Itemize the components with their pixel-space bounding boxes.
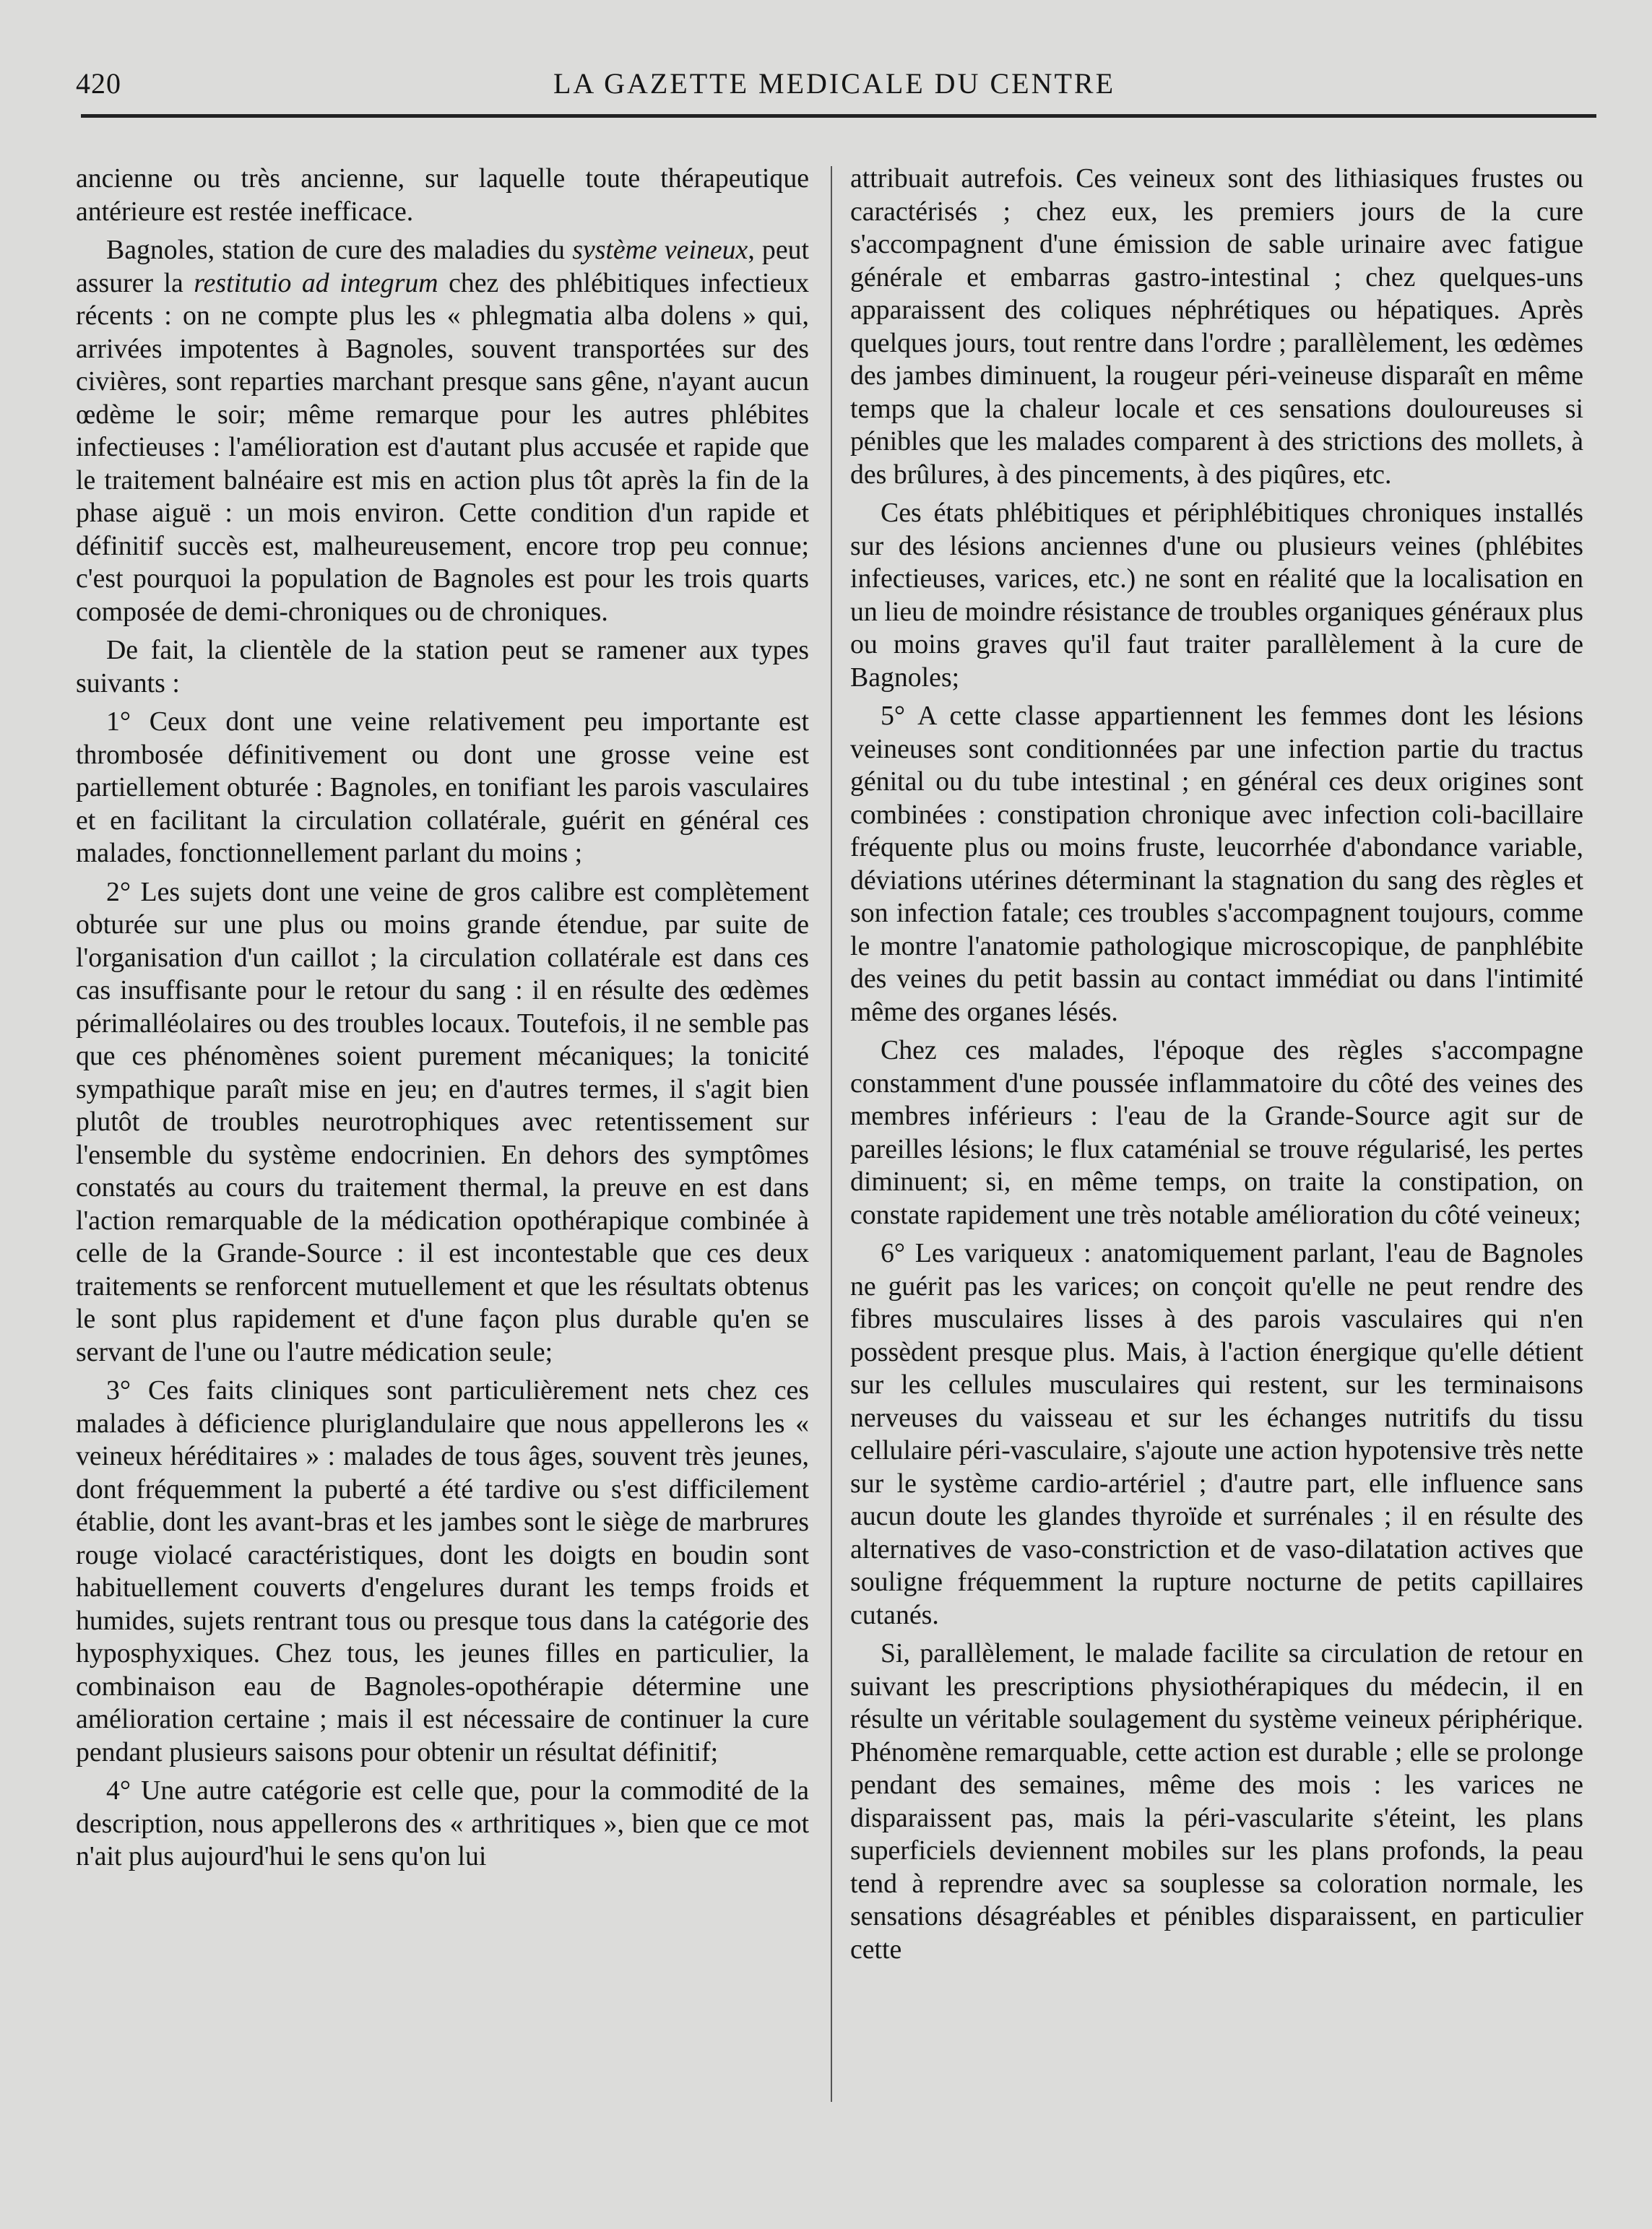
- text-run: , peut assurer la: [76, 235, 809, 298]
- paragraph: ancienne ou très ancienne, sur laquelle toute thérapeutique antérieure est restée inefficace.: [76, 163, 809, 227]
- paragraph: De fait, la clientèle de la station peut se ramener aux types suivants :: [76, 635, 809, 698]
- paragraph: attribuait autrefois. Ces veineux sont des lithiasiques frustes ou caractérisés ; chez eux, les premiers jours de la cure s'accompagnent d'une émission de sable urinaire avec fatigue générale et embarras gastro-intestinal ; chez quelques-uns apparaissent des coliques néphrétiques ou hépatiques. Après quelques jours, tout rentre dans l'ordre ; parallèlement, les œdèmes des jambes diminuent, la rougeur péri-veineuse disparaît en même temps que la chaleur locale et ces sensations douloureuses si pénibles que les malades comparent à des strictions des mollets, à des brûlures, à des pincements, à des piqûres, etc.: [850, 163, 1583, 490]
- left-column: [76, 163, 809, 2170]
- paragraph: Ces états phlébitiques et périphlébitiques chroniques installés sur des lésions anciennes d'une ou plusieurs veines (phlébites infectieuses, varices, etc.) ne sont en réalité que la localisation en un lieu de moindre résistance de troubles organiques généraux plus ou moins graves qu'il faut traiter parallèlement à la cure de Bagnoles;: [850, 498, 1583, 693]
- right-column: [850, 163, 1583, 2170]
- paragraph: 3° Ces faits cliniques sont particulièrement nets chez ces malades à déficience pluriglandulaire que nous appellerons les « veineux héréditaires » : malades de tous âges, souvent très jeunes, dont fréquemment la puberté a été tardive ou s'est difficilement établie, dont les avant-bras et les jambes sont le siège de marbrures rouge violacé caractéristiques, dont les doigts en boudin sont habituellement couverts d'engelures durant les temps froids et humides, sujets rentrant tous ou presque tous dans la catégorie des hyposphyxiques. Chez tous, les jeunes filles en particulier, la combinaison eau de Bagnoles-opothérapie détermine une amélioration certaine ; mais il est nécessaire de continuer la cure pendant plusieurs saisons pour obtenir un résultat définitif;: [76, 1375, 809, 1767]
- text-run: Bagnoles, station de cure des maladies du: [106, 235, 573, 265]
- paragraph: 2° Les sujets dont une veine de gros calibre est complètement obturée sur une plus ou moins grande étendue, par suite de l'organisation d'un caillot ; la circulation collatérale est dans ces cas insuffisante pour le retour du sang : il en résulte des œdèmes périmalléolaires ou des troubles locaux. Toutefois, il ne semble pas que ces phénomènes soient purement mécaniques; la tonicité sympathique paraît mise en jeu; en d'autres termes, il s'agit bien plutôt de troubles neurotrophiques avec retentissement sur l'ensemble du système endocrinien. En dehors des symptômes constatés au cours du traitement thermal, la preuve en est dans l'action remarquable de la médication opothérapique combinée à celle de la Grande-Source : il est incontestable que ces deux traitements se renforcent mutuellement et que les résultats obtenus le sont plus rapidement et d'une façon plus durable qu'en se servant de l'une ou l'autre médication seule;: [76, 876, 809, 1367]
- text-run: chez des phlébitiques infectieux récents : on ne compte plus les « phlegmatia alba dolens » qui, arrivées impotentes à Bagnoles, souvent transportées sur des civières, sont reparties marchant presque sans gêne, n'ayant aucun œdème le soir; même remarque pour les autres phlébites infectieuses : l'amélioration est d'autant plus accusée et rapide que le traitement balnéaire est mis en action plus tôt après la fin de la phase aiguë : un mois environ. Cette condition d'un rapide et définitif succès est, malheureusement, encore trop peu connue; c'est pourquoi la population de Bagnoles est pour les trois quarts composée de demi-chroniques ou de chroniques.: [76, 267, 809, 627]
- paragraph: 1° Ceux dont une veine relativement peu importante est thrombosée définitivement ou dont une grosse veine est partiellement obturée : Bagnoles, en tonifiant les parois vasculaires et en facilitant la circulation collatérale, guérit en général ces malades, fonctionnellement parlant du moins ;: [76, 706, 809, 868]
- page-number: 420: [76, 67, 121, 100]
- italic-text: restitutio ad integrum: [194, 267, 438, 298]
- paragraph: 6° Les variqueux : anatomiquement parlant, l'eau de Bagnoles ne guérit pas les varices; on conçoit qu'elle ne peut rendre des fibres musculaires lisses à des parois vasculaires qui n'en possèdent presque plus. Mais, à l'action énergique qu'elle détient sur les cellules musculaires qui restent, sur les terminaisons nerveuses du vaisseau et sur les échanges nutritifs du tissu cellulaire péri-vasculaire, s'ajoute une action hypotensive très nette sur le système cardio-artériel ; d'autre part, elle influence sans aucun doute les glandes thyroïde et surrénales ; il en résulte des alternatives de vaso-constriction et de vaso-dilatation actives que souligne fréquemment la rupture nocturne de petits capillaires cutanés.: [850, 1238, 1583, 1630]
- italic-text: système veineux: [572, 235, 748, 265]
- page-header: [76, 66, 1593, 110]
- paragraph: Si, parallèlement, le malade facilite sa circulation de retour en suivant les prescriptions physiothérapiques du médecin, il en résulte un véritable soulagement du système veineux périphérique. Phénomène remarquable, cette action est durable ; elle se prolonge pendant des semaines, même des mois : les varices ne disparaissent pas, mais la péri-vascularite s'éteint, les plans superficiels deviennent mobiles sur les plans profonds, la peau tend à reprendre avec sa souplesse sa coloration normale, les sensations désagréables et pénibles disparaissent, en particulier cette: [850, 1638, 1583, 1965]
- column-divider: [831, 166, 832, 2102]
- paragraph: Chez ces malades, l'époque des règles s'accompagne constamment d'une poussée inflammatoire du côté des veines des membres inférieurs : l'eau de la Grande-Source agit sur de pareilles lésions; le flux cataménial se trouve régularisé, les pertes diminuent; si, en même temps, on traite la constipation, on constate rapidement une très notable amélioration du côté veineux;: [850, 1035, 1583, 1230]
- paragraph: 5° A cette classe appartiennent les femmes dont les lésions veineuses sont conditionnées par une infection partie du tractus génital ou du tube intestinal ; en général ces deux origines sont combinées : constipation chronique avec infection coli-bacillaire fréquente plus ou moins fruste, leucorrhée d'abondance variable, déviations utérines déterminant la stagnation du sang des règles et son infection fatale; ces troubles s'accompagnent toujours, comme le montre l'anatomie pathologique microscopique, de panphlébite des veines du petit bassin au contact immédiat ou dans l'intimité même des organes lésés.: [850, 701, 1583, 1027]
- header-rule: [81, 114, 1596, 118]
- running-title: LA GAZETTE MEDICALE DU CENTRE: [553, 67, 1115, 100]
- paragraph: 4° Une autre catégorie est celle que, pour la commodité de la description, nous appellerons des « arthritiques », bien que ce mot n'ait plus aujourd'hui le sens qu'on lui: [76, 1775, 809, 1871]
- paragraph: [76, 234, 809, 628]
